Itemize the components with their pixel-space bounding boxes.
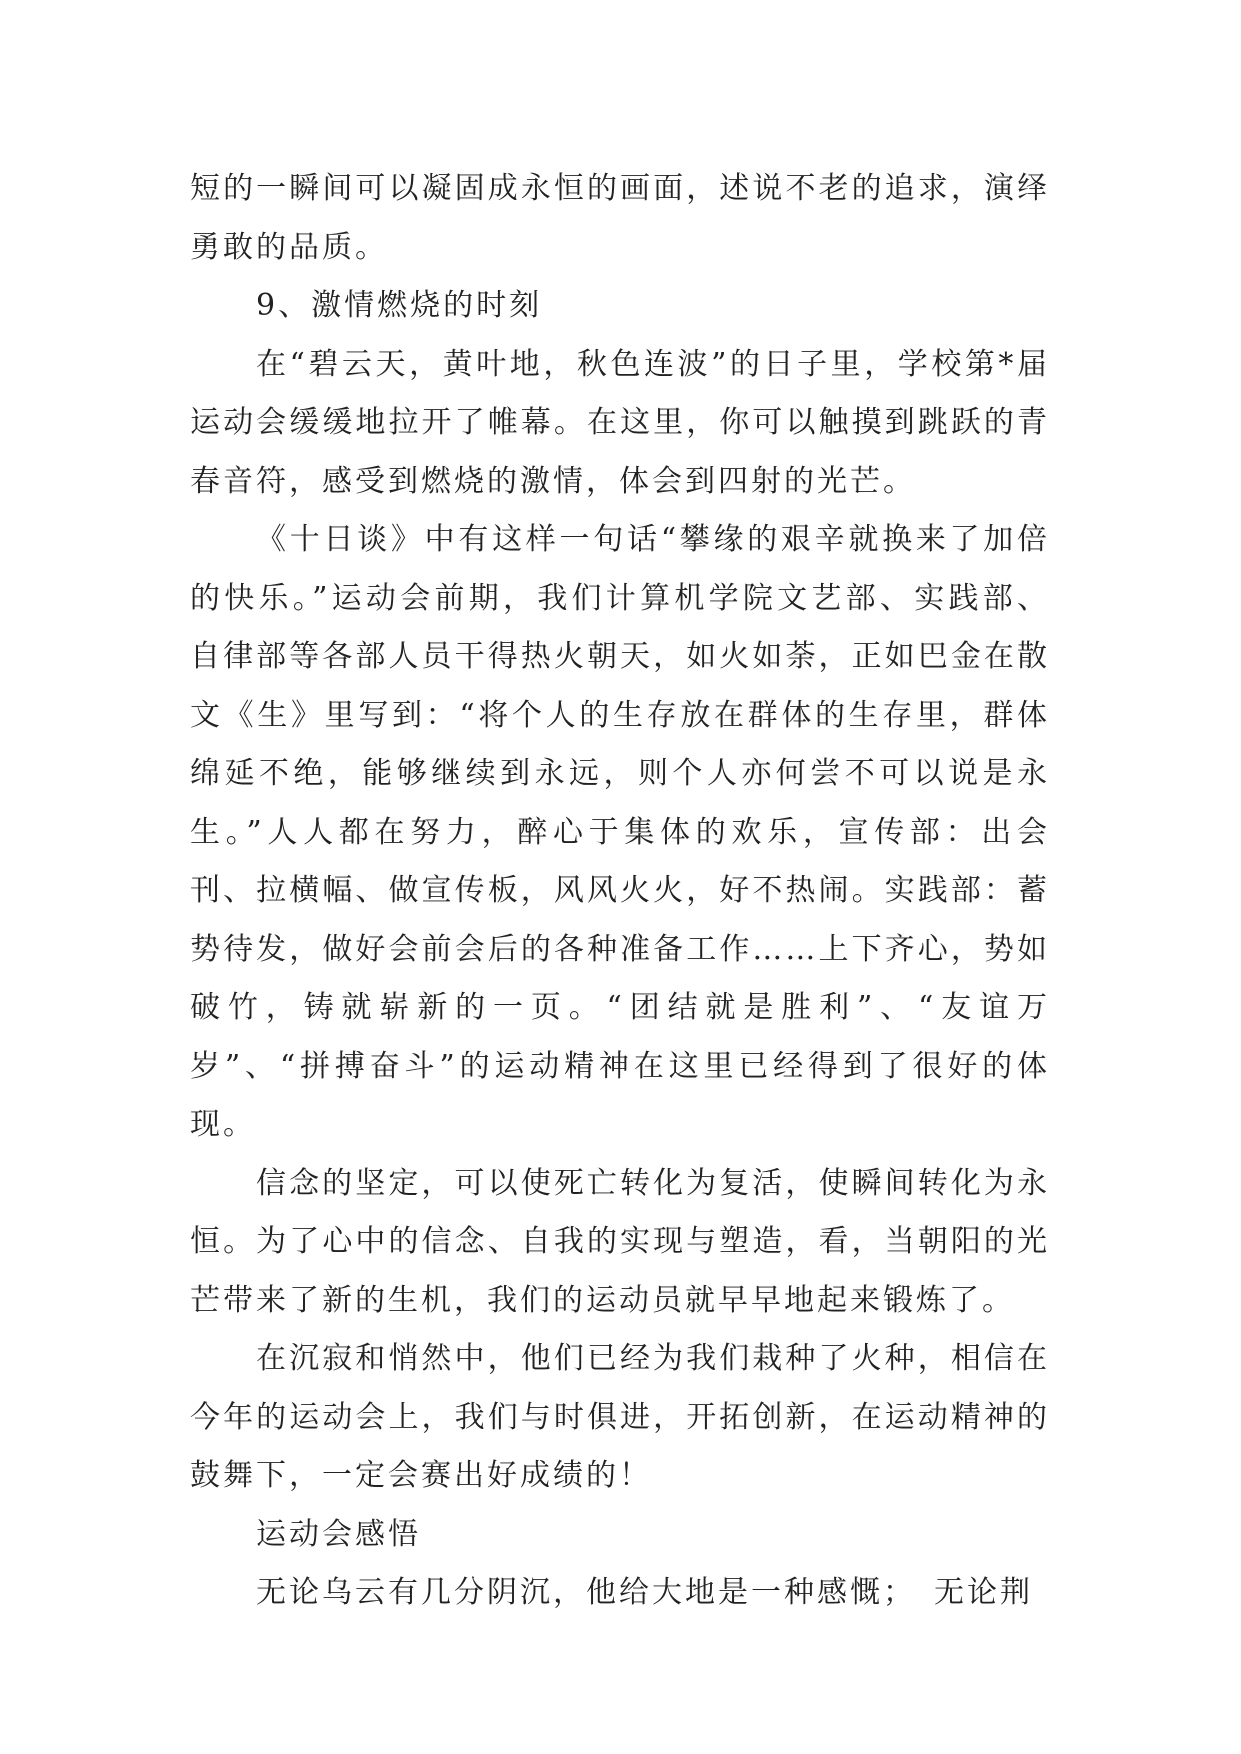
section-heading-9: 9、激情燃烧的时刻 xyxy=(256,288,543,323)
paragraph-hope: 在沉寂和悄然中，他们已经为我们栽种了火种，相信在今年的运动会上，我们与时俱进，开拓创新，在运动精神的鼓舞下，一定会赛出好成绩的！ xyxy=(190,1341,1050,1493)
section-heading-reflection: 运动会感悟 xyxy=(256,1516,421,1552)
document-page xyxy=(190,160,1050,1623)
paragraph-opening: 在“碧云天，黄叶地，秋色连波”的日子里，学校第*届运动会缓缓地拉开了帷幕。在这里，你可以触摸到跳跃的青春音符，感受到燃烧的激情，体会到四射的光芒。 xyxy=(190,346,1050,499)
paragraph-continuation: 短的一瞬间可以凝固成永恒的画面，述说不老的追求，演绎勇敢的品质。 xyxy=(190,171,1050,265)
paragraph-preparation: 《十日谈》中有这样一句话“攀缘的艰辛就换来了加倍的快乐。”运动会前期，我们计算机学院文艺部、实践部、自律部等各部人员干得热火朝天，如火如荼，正如巴金在散文《生》里写到：“将个人的生存放在群体的生存里，群体绵延不绝，能够继续到永远，则个人亦何尝不可以说是永生。”人人都在努力，醉心于集体的欢乐，宣传部：出会刊、拉横幅、做宣传板，风风火火，好不热闹。实践部：蓄势待发，做好会前会后的各种准备工作……上下齐心，势如破竹，铸就崭新的一页。“团结就是胜利”、“友谊万岁”、“拼搏奋斗”的运动精神在这里已经得到了很好的体现。 xyxy=(190,522,1050,1142)
paragraph-reflection-start: 无论乌云有几分阴沉，他给大地是一种感慨； 无论荆 xyxy=(256,1575,1033,1610)
paragraph-belief: 信念的坚定，可以使死亡转化为复活，使瞬间转化为永恒。为了心中的信念、自我的实现与塑造，看，当朝阳的光芒带来了新的生机，我们的运动员就早早地起来锻炼了。 xyxy=(190,1165,1050,1318)
